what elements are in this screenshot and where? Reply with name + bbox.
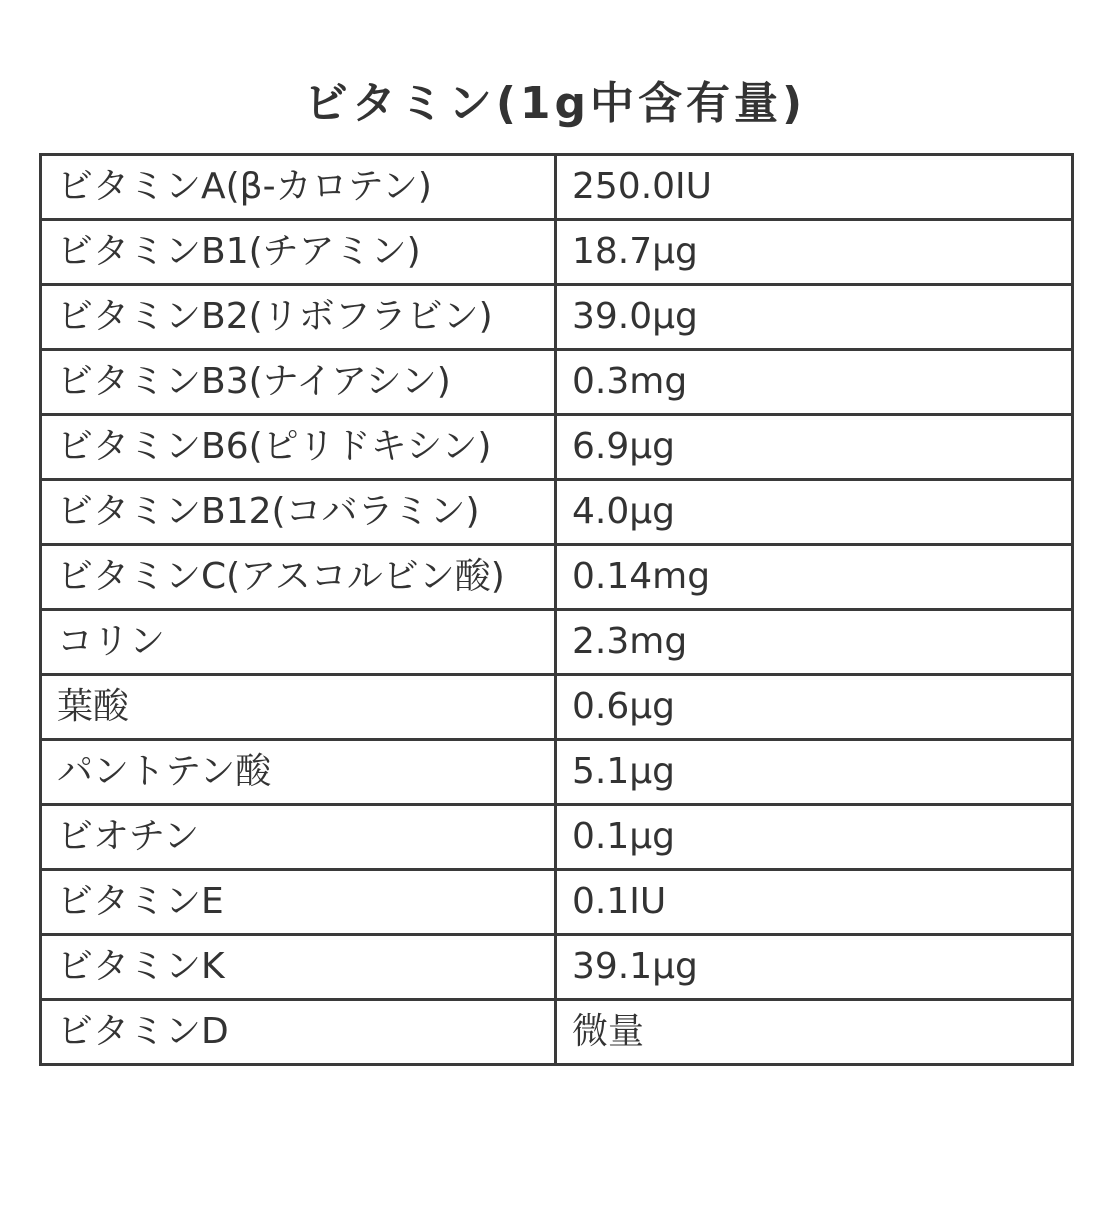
vitamin-amount-cell: 18.7μg bbox=[556, 220, 1073, 285]
vitamin-amount-cell: 6.9μg bbox=[556, 415, 1073, 480]
page-title: ビタミン(1g中含有量) bbox=[303, 78, 807, 129]
vitamin-amount-cell: 5.1μg bbox=[556, 740, 1073, 805]
vitamin-amount-cell: 0.6μg bbox=[556, 675, 1073, 740]
vitamin-amount-cell: 0.14mg bbox=[556, 545, 1073, 610]
vitamin-name-cell: 葉酸 bbox=[41, 675, 556, 740]
vitamin-name-cell: ビタミンB1(チアミン) bbox=[41, 220, 556, 285]
vitamin-name-cell: ビタミンA(β-カロテン) bbox=[41, 155, 556, 220]
vitamin-name-cell: ビタミンB6(ピリドキシン) bbox=[41, 415, 556, 480]
vitamin-name-cell: ビタミンB12(コバラミン) bbox=[41, 480, 556, 545]
table-row bbox=[41, 220, 1073, 285]
vitamin-table bbox=[39, 153, 1074, 1066]
table-row bbox=[41, 155, 1073, 220]
table-row bbox=[41, 610, 1073, 675]
vitamin-amount-cell: 39.0μg bbox=[556, 285, 1073, 350]
table-row bbox=[41, 545, 1073, 610]
vitamin-amount-cell: 250.0IU bbox=[556, 155, 1073, 220]
vitamin-amount-cell: 0.1IU bbox=[556, 870, 1073, 935]
vitamin-name-cell: ビタミンC(アスコルビン酸) bbox=[41, 545, 556, 610]
vitamin-name-cell: ビタミンB3(ナイアシン) bbox=[41, 350, 556, 415]
table-row bbox=[41, 740, 1073, 805]
table-row bbox=[41, 675, 1073, 740]
vitamin-amount-cell: 4.0μg bbox=[556, 480, 1073, 545]
vitamin-amount-cell: 微量 bbox=[556, 1000, 1073, 1065]
vitamin-name-cell: ビタミンK bbox=[41, 935, 556, 1000]
vitamin-name-cell: ビタミンB2(リボフラビン) bbox=[41, 285, 556, 350]
vitamin-amount-cell: 39.1μg bbox=[556, 935, 1073, 1000]
vitamin-amount-cell: 0.3mg bbox=[556, 350, 1073, 415]
vitamin-name-cell: ビオチン bbox=[41, 805, 556, 870]
vitamin-name-cell: パントテン酸 bbox=[41, 740, 556, 805]
vitamin-amount-cell: 2.3mg bbox=[556, 610, 1073, 675]
vitamin-name-cell: コリン bbox=[41, 610, 556, 675]
vitamin-name-cell: ビタミンE bbox=[41, 870, 556, 935]
table-row bbox=[41, 870, 1073, 935]
vitamin-name-cell: ビタミンD bbox=[41, 1000, 556, 1065]
table-row bbox=[41, 285, 1073, 350]
vitamin-amount-cell: 0.1μg bbox=[556, 805, 1073, 870]
table-row bbox=[41, 415, 1073, 480]
table-row bbox=[41, 1000, 1073, 1065]
table-row bbox=[41, 350, 1073, 415]
table-row bbox=[41, 805, 1073, 870]
table-row bbox=[41, 935, 1073, 1000]
table-row bbox=[41, 480, 1073, 545]
